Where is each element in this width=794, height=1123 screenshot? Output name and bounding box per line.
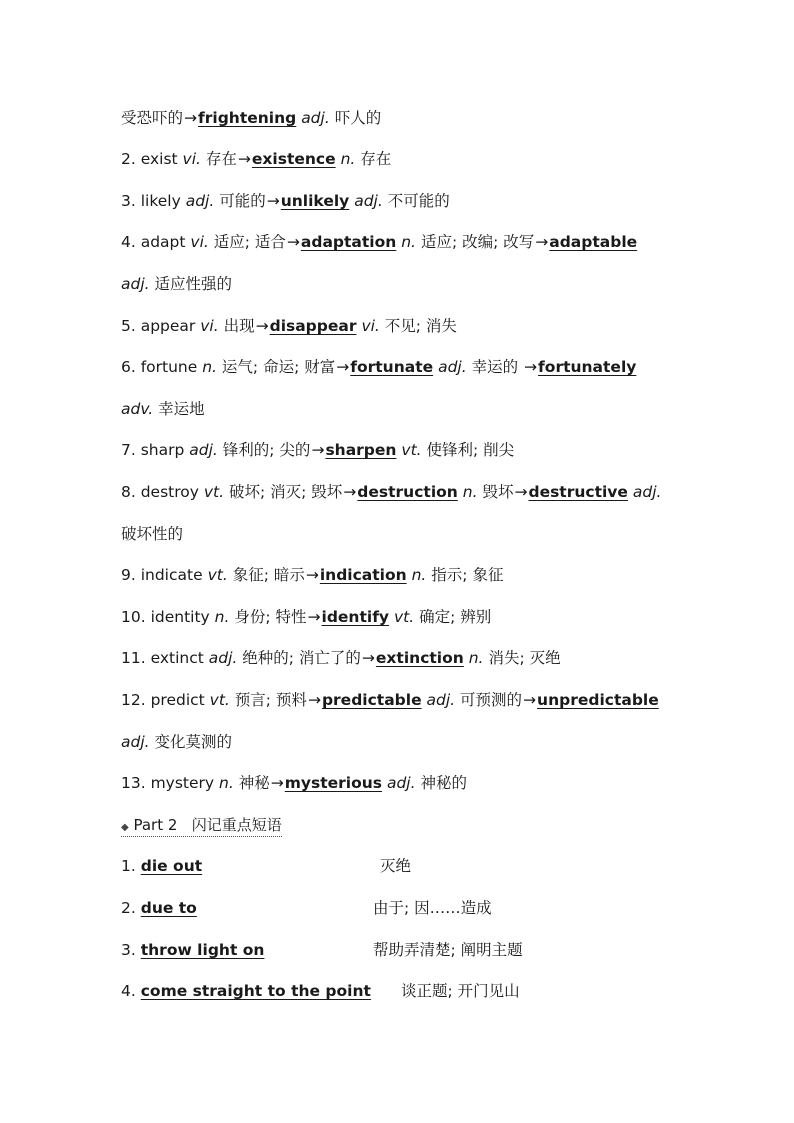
meaning: 不可能的 [387,192,450,210]
phrase-meaning: 帮助弄清楚; 阐明主题 [373,941,523,959]
meaning: 可能的 [219,192,266,210]
meaning: 使锋利; 削尖 [426,441,515,459]
meaning: 适应性强的 [154,275,233,293]
part-of-speech: n. [401,233,416,251]
part-of-speech: adj. [301,109,330,127]
phrase-row [121,893,684,923]
part-of-speech: vt. [401,441,422,459]
answer-word: fortunate [350,358,434,376]
part-of-speech: adj. [438,358,467,376]
entry-word: 5. appear [121,317,201,335]
part-of-speech: n. [219,774,234,792]
vocab-line-continuation [121,394,684,424]
meaning: 绝种的; 消亡了的 [242,649,361,667]
answer-word: unlikely [280,192,350,210]
meaning: 不见; 消失 [384,317,457,335]
part-of-speech: vi. [361,317,380,335]
part-of-speech: vi. [190,233,209,251]
vocab-line [121,352,684,382]
vocab-line [121,685,684,715]
arrow: → [514,483,528,501]
answer-word: destructive [528,483,628,501]
meaning: 象征; 暗示 [232,566,305,584]
entry-prefix: 受恐吓的 [121,109,184,127]
phrase-number: 2. [121,899,136,917]
vocab-line [121,227,684,257]
meaning: 消失; 灭绝 [488,649,561,667]
arrow: → [535,233,549,251]
meaning: 神秘的 [420,774,467,792]
meaning: 身份; 特性 [234,608,307,626]
arrow: → [336,358,350,376]
vocab-line [121,144,684,174]
meaning: 变化莫测的 [154,733,233,751]
meaning: 出现 [223,317,255,335]
meaning: 锋利的; 尖的 [222,441,311,459]
entry-word: 10. identity [121,608,215,626]
phrase-number: 1. [121,857,136,875]
section-label: Part 2 [133,816,178,834]
phrase: come straight to the point [140,982,371,1000]
part-of-speech: adj. [632,483,662,501]
answer-word: adaptation [300,233,397,251]
meaning: 幸运的 [471,358,519,376]
meaning: 适应; 改编; 改写 [420,233,535,251]
vocab-line [121,311,684,341]
arrow: → [361,649,375,667]
part-of-speech: vi. [200,317,219,335]
part-of-speech: adj. [121,733,150,751]
meaning: 运气; 命运; 财富 [221,358,336,376]
answer-word: adaptable [549,233,638,251]
meaning: 吓人的 [334,109,382,127]
part-of-speech: vt. [393,608,415,626]
phrase-row [121,935,684,965]
phrase-meaning: 谈正题; 开门见山 [401,982,520,1000]
arrow: → [237,150,251,168]
arrow: → [523,691,537,709]
answer-word: frightening [198,109,297,127]
arrow: → [311,441,325,459]
phrase: die out [140,857,203,875]
section-header [121,810,684,840]
entry-word: 2. exist [121,150,183,168]
entry-word: 9. indicate [121,566,208,584]
part-of-speech: adj. [208,649,238,667]
part-of-speech: adj. [426,691,456,709]
diamond-bullet-icon: ◆ [121,822,129,833]
entry-word: 11. extinct [121,649,209,667]
vocab-line [121,602,684,632]
answer-word: predictable [321,691,422,709]
part-of-speech: adj. [386,774,416,792]
entry-word: 8. destroy [121,483,204,501]
answer-word: sharpen [325,441,397,459]
vocab-line [121,435,684,465]
meaning: 指示; 象征 [431,566,504,584]
part-of-speech: vt. [203,483,225,501]
arrow: → [307,691,321,709]
meaning: 幸运地 [158,400,205,418]
part-of-speech: n. [462,483,478,501]
vocab-line [121,560,684,590]
section-title: 闪记重点短语 [191,816,282,834]
entry-word: 7. sharp [121,441,190,459]
phrase: throw light on [140,941,265,959]
phrase-meaning: 由于; 因……造成 [373,899,492,917]
section-heading [121,816,282,837]
answer-word: extinction [375,649,464,667]
part-of-speech: vt. [207,566,228,584]
entry-word: 4. adapt [121,233,191,251]
part-of-speech: vi. [182,150,201,168]
answer-word: fortunately [538,358,637,376]
answer-word: unpredictable [537,691,659,709]
arrow: → [266,192,280,210]
arrow: → [184,109,198,127]
vocab-line [121,477,684,507]
entry-word: 6. fortune [121,358,203,376]
entry-word: 12. predict [121,691,210,709]
entry-word: 3. likely [121,192,186,210]
meaning: 预言; 预料 [234,691,307,709]
phrase-row [121,851,684,881]
phrase-row [121,976,684,1006]
vocab-line-continuation [121,269,684,299]
meaning: 毁坏 [482,483,514,501]
phrase-meaning: 灭绝 [380,857,412,875]
vocab-line [121,186,684,216]
answer-word: mysterious [284,774,383,792]
vocab-line-continuation [121,519,684,549]
arrow: → [524,358,538,376]
phrase-number: 3. [121,941,136,959]
part-of-speech: n. [468,649,484,667]
part-of-speech: adj. [185,192,215,210]
meaning: 存在 [205,150,237,168]
part-of-speech: adj. [189,441,218,459]
vocab-line-continuation [121,727,684,757]
meaning: 存在 [360,150,392,168]
meaning: 神秘 [238,774,270,792]
part-of-speech: n. [411,566,427,584]
part-of-speech: n. [202,358,217,376]
meaning: 可预测的 [460,691,523,709]
answer-word: existence [251,150,336,168]
phrase-number: 4. [121,982,136,1000]
part-of-speech: n. [214,608,230,626]
part-of-speech: n. [340,150,356,168]
answer-word: identify [321,608,390,626]
phrase: due to [140,899,197,917]
arrow: → [307,608,321,626]
part-of-speech: adj. [121,275,150,293]
vocab-line [121,103,684,133]
answer-word: destruction [357,483,458,501]
meaning: 破坏性的 [121,525,184,543]
arrow: → [286,233,300,251]
meaning: 确定; 辨别 [419,608,492,626]
part-of-speech: vt. [209,691,230,709]
arrow: → [270,774,284,792]
meaning: 破坏; 消灭; 毁坏 [228,483,343,501]
part-of-speech: adv. [121,400,154,418]
answer-word: indication [319,566,407,584]
arrow: → [255,317,269,335]
entry-word: 13. mystery [121,774,220,792]
vocab-line [121,643,684,673]
arrow: → [343,483,357,501]
vocab-line [121,768,684,798]
meaning: 适应; 适合 [213,233,286,251]
part-of-speech: adj. [354,192,383,210]
answer-word: disappear [269,317,357,335]
arrow: → [305,566,319,584]
